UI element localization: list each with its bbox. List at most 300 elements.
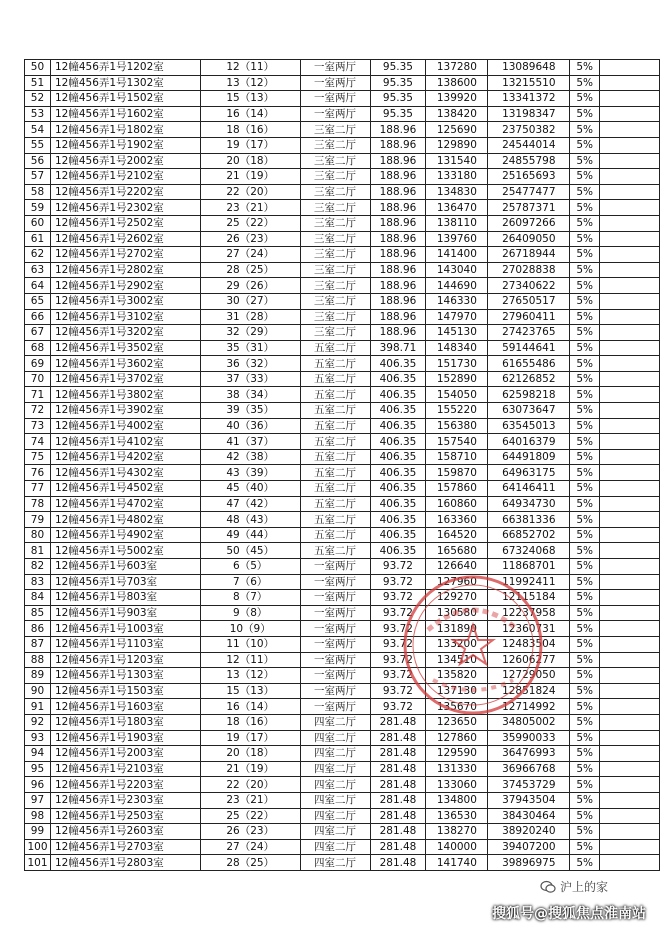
cell-remark: [600, 746, 660, 762]
price-list-table: [24, 59, 660, 871]
cell-layout: 四室二厅: [300, 730, 370, 746]
cell-row-number: 58: [25, 184, 51, 200]
cell-address: 12幢456弄1号603室: [50, 559, 200, 575]
cell-address: 12幢456弄1号5002室: [50, 543, 200, 559]
table-row: [25, 403, 660, 419]
cell-discount: 5%: [570, 590, 600, 606]
cell-unit-price: 123650: [426, 714, 488, 730]
wechat-account-label: [540, 878, 608, 895]
table-row: [25, 481, 660, 497]
cell-layout: 三室二厅: [300, 122, 370, 138]
cell-address: 12幢456弄1号2203室: [50, 777, 200, 793]
cell-discount: 5%: [570, 465, 600, 481]
cell-address: 12幢456弄1号2503室: [50, 808, 200, 824]
cell-total-price: 26097266: [488, 215, 570, 231]
cell-total-price: 13341372: [488, 91, 570, 107]
cell-unit-price: 138420: [426, 106, 488, 122]
cell-layout: 一室两厅: [300, 75, 370, 91]
cell-area: 281.48: [370, 777, 426, 793]
cell-remark: [600, 808, 660, 824]
cell-unit-price: 145130: [426, 325, 488, 341]
cell-floor: 13（12）: [200, 668, 300, 684]
cell-layout: 四室二厅: [300, 714, 370, 730]
cell-layout: 四室二厅: [300, 777, 370, 793]
cell-total-price: 12606277: [488, 652, 570, 668]
cell-unit-price: 134510: [426, 652, 488, 668]
cell-address: 12幢456弄1号1302室: [50, 75, 200, 91]
cell-row-number: 77: [25, 481, 51, 497]
table-row: [25, 808, 660, 824]
cell-row-number: 64: [25, 278, 51, 294]
table-row: [25, 247, 660, 263]
cell-area: 188.96: [370, 137, 426, 153]
cell-discount: 5%: [570, 184, 600, 200]
cell-layout: 一室两厅: [300, 636, 370, 652]
cell-layout: 四室二厅: [300, 746, 370, 762]
cell-unit-price: 129890: [426, 137, 488, 153]
cell-remark: [600, 247, 660, 263]
cell-total-price: 26718944: [488, 247, 570, 263]
cell-area: 406.35: [370, 434, 426, 450]
cell-address: 12幢456弄1号4102室: [50, 434, 200, 450]
cell-floor: 12（11）: [200, 652, 300, 668]
cell-floor: 6（5）: [200, 559, 300, 575]
cell-area: 188.96: [370, 247, 426, 263]
cell-row-number: 95: [25, 761, 51, 777]
cell-floor: 15（13）: [200, 91, 300, 107]
cell-row-number: 53: [25, 106, 51, 122]
cell-floor: 25（22）: [200, 808, 300, 824]
cell-remark: [600, 574, 660, 590]
cell-remark: [600, 590, 660, 606]
cell-remark: [600, 792, 660, 808]
cell-area: 188.96: [370, 262, 426, 278]
table-row: [25, 75, 660, 91]
cell-discount: 5%: [570, 481, 600, 497]
cell-floor: 49（44）: [200, 527, 300, 543]
table-row: [25, 855, 660, 871]
cell-floor: 27（24）: [200, 839, 300, 855]
cell-row-number: 61: [25, 231, 51, 247]
cell-layout: 五室二厅: [300, 527, 370, 543]
cell-discount: 5%: [570, 652, 600, 668]
cell-layout: 五室二厅: [300, 340, 370, 356]
cell-total-price: 36966768: [488, 761, 570, 777]
cell-area: 406.35: [370, 512, 426, 528]
cell-area: 188.96: [370, 169, 426, 185]
cell-floor: 11（10）: [200, 636, 300, 652]
cell-unit-price: 156380: [426, 418, 488, 434]
table-row: [25, 371, 660, 387]
cell-remark: [600, 137, 660, 153]
cell-address: 12幢456弄1号1103室: [50, 636, 200, 652]
cell-total-price: 25787371: [488, 200, 570, 216]
table-row: [25, 839, 660, 855]
cell-row-number: 55: [25, 137, 51, 153]
cell-area: 93.72: [370, 590, 426, 606]
cell-floor: 40（36）: [200, 418, 300, 434]
cell-layout: 四室二厅: [300, 808, 370, 824]
cell-unit-price: 135820: [426, 668, 488, 684]
cell-address: 12幢456弄1号3102室: [50, 309, 200, 325]
cell-remark: [600, 496, 660, 512]
cell-row-number: 91: [25, 699, 51, 715]
cell-total-price: 13089648: [488, 60, 570, 76]
cell-area: 188.96: [370, 153, 426, 169]
table-row: [25, 215, 660, 231]
cell-total-price: 35990033: [488, 730, 570, 746]
table-row: [25, 590, 660, 606]
table-row: [25, 730, 660, 746]
cell-unit-price: 129590: [426, 746, 488, 762]
cell-unit-price: 151730: [426, 356, 488, 372]
cell-total-price: 12237958: [488, 605, 570, 621]
cell-area: 93.72: [370, 621, 426, 637]
cell-floor: 37（33）: [200, 371, 300, 387]
cell-floor: 29（26）: [200, 278, 300, 294]
cell-remark: [600, 340, 660, 356]
cell-row-number: 63: [25, 262, 51, 278]
table-row: [25, 262, 660, 278]
cell-unit-price: 158710: [426, 449, 488, 465]
cell-area: 93.72: [370, 559, 426, 575]
cell-address: 12幢456弄1号1803室: [50, 714, 200, 730]
cell-discount: 5%: [570, 839, 600, 855]
table-row: [25, 106, 660, 122]
cell-address: 12幢456弄1号1903室: [50, 730, 200, 746]
cell-total-price: 38430464: [488, 808, 570, 824]
cell-total-price: 12360731: [488, 621, 570, 637]
cell-remark: [600, 60, 660, 76]
table-row: [25, 699, 660, 715]
cell-layout: 三室二厅: [300, 215, 370, 231]
cell-address: 12幢456弄1号4902室: [50, 527, 200, 543]
cell-address: 12幢456弄1号903室: [50, 605, 200, 621]
cell-address: 12幢456弄1号3702室: [50, 371, 200, 387]
cell-row-number: 100: [25, 839, 51, 855]
cell-row-number: 78: [25, 496, 51, 512]
cell-row-number: 96: [25, 777, 51, 793]
cell-discount: 5%: [570, 309, 600, 325]
table-row: [25, 137, 660, 153]
cell-layout: 五室二厅: [300, 465, 370, 481]
cell-area: 406.35: [370, 465, 426, 481]
cell-remark: [600, 371, 660, 387]
cell-total-price: 64016379: [488, 434, 570, 450]
cell-floor: 43（39）: [200, 465, 300, 481]
cell-remark: [600, 761, 660, 777]
table-row: [25, 60, 660, 76]
cell-area: 281.48: [370, 808, 426, 824]
cell-discount: 5%: [570, 106, 600, 122]
cell-area: 93.72: [370, 574, 426, 590]
cell-area: 406.35: [370, 543, 426, 559]
cell-floor: 23（21）: [200, 200, 300, 216]
cell-floor: 13（12）: [200, 75, 300, 91]
cell-row-number: 89: [25, 668, 51, 684]
cell-layout: 五室二厅: [300, 496, 370, 512]
cell-total-price: 63073647: [488, 403, 570, 419]
cell-total-price: 59144641: [488, 340, 570, 356]
cell-area: 281.48: [370, 746, 426, 762]
table-row: [25, 169, 660, 185]
cell-address: 12幢456弄1号3002室: [50, 293, 200, 309]
cell-discount: 5%: [570, 153, 600, 169]
cell-row-number: 99: [25, 824, 51, 840]
cell-remark: [600, 699, 660, 715]
cell-unit-price: 135670: [426, 699, 488, 715]
table-row: [25, 574, 660, 590]
table-row: [25, 122, 660, 138]
cell-row-number: 93: [25, 730, 51, 746]
cell-unit-price: 131540: [426, 153, 488, 169]
cell-address: 12幢456弄1号2002室: [50, 153, 200, 169]
wechat-account-name: 沪上的家: [560, 880, 609, 894]
cell-row-number: 60: [25, 215, 51, 231]
cell-unit-price: 157540: [426, 434, 488, 450]
cell-area: 281.48: [370, 824, 426, 840]
cell-discount: 5%: [570, 340, 600, 356]
cell-total-price: 11868701: [488, 559, 570, 575]
table-row: [25, 231, 660, 247]
cell-unit-price: 133060: [426, 777, 488, 793]
cell-address: 12幢456弄1号1303室: [50, 668, 200, 684]
table-row: [25, 340, 660, 356]
cell-discount: 5%: [570, 699, 600, 715]
cell-unit-price: 152890: [426, 371, 488, 387]
cell-discount: 5%: [570, 231, 600, 247]
cell-floor: 9（8）: [200, 605, 300, 621]
cell-address: 12幢456弄1号2902室: [50, 278, 200, 294]
cell-unit-price: 131330: [426, 761, 488, 777]
cell-discount: 5%: [570, 434, 600, 450]
cell-floor: 21（19）: [200, 169, 300, 185]
cell-floor: 22（20）: [200, 184, 300, 200]
cell-layout: 一室两厅: [300, 668, 370, 684]
cell-layout: 三室二厅: [300, 278, 370, 294]
cell-unit-price: 139760: [426, 231, 488, 247]
cell-address: 12幢456弄1号803室: [50, 590, 200, 606]
cell-unit-price: 157860: [426, 481, 488, 497]
cell-unit-price: 134800: [426, 792, 488, 808]
cell-row-number: 59: [25, 200, 51, 216]
cell-area: 281.48: [370, 714, 426, 730]
cell-discount: 5%: [570, 574, 600, 590]
cell-discount: 5%: [570, 714, 600, 730]
cell-row-number: 73: [25, 418, 51, 434]
cell-remark: [600, 200, 660, 216]
cell-row-number: 81: [25, 543, 51, 559]
cell-floor: 36（32）: [200, 356, 300, 372]
cell-address: 12幢456弄1号3602室: [50, 356, 200, 372]
table-row: [25, 761, 660, 777]
cell-remark: [600, 559, 660, 575]
table-row: [25, 543, 660, 559]
cell-address: 12幢456弄1号2302室: [50, 200, 200, 216]
cell-total-price: 63545013: [488, 418, 570, 434]
table-row: [25, 746, 660, 762]
cell-floor: 50（45）: [200, 543, 300, 559]
cell-discount: 5%: [570, 215, 600, 231]
cell-address: 12幢456弄1号4302室: [50, 465, 200, 481]
cell-unit-price: 138270: [426, 824, 488, 840]
cell-discount: 5%: [570, 636, 600, 652]
wechat-icon: [540, 879, 556, 895]
cell-layout: 一室两厅: [300, 621, 370, 637]
table-row: [25, 652, 660, 668]
cell-remark: [600, 231, 660, 247]
cell-area: 188.96: [370, 231, 426, 247]
cell-layout: 一室两厅: [300, 559, 370, 575]
cell-discount: 5%: [570, 449, 600, 465]
cell-row-number: 51: [25, 75, 51, 91]
cell-layout: 三室二厅: [300, 153, 370, 169]
cell-area: 188.96: [370, 293, 426, 309]
cell-remark: [600, 106, 660, 122]
cell-address: 12幢456弄1号2802室: [50, 262, 200, 278]
cell-unit-price: 147970: [426, 309, 488, 325]
table-row: [25, 496, 660, 512]
cell-floor: 26（23）: [200, 231, 300, 247]
cell-layout: 一室两厅: [300, 574, 370, 590]
cell-area: 406.35: [370, 527, 426, 543]
table-row: [25, 293, 660, 309]
cell-floor: 45（40）: [200, 481, 300, 497]
cell-row-number: 72: [25, 403, 51, 419]
cell-address: 12幢456弄1号2102室: [50, 169, 200, 185]
cell-unit-price: 140000: [426, 839, 488, 855]
cell-layout: 一室两厅: [300, 60, 370, 76]
cell-layout: 三室二厅: [300, 137, 370, 153]
cell-discount: 5%: [570, 278, 600, 294]
cell-total-price: 62126852: [488, 371, 570, 387]
cell-layout: 四室二厅: [300, 761, 370, 777]
cell-address: 12幢456弄1号1603室: [50, 699, 200, 715]
cell-area: 406.35: [370, 496, 426, 512]
cell-area: 406.35: [370, 387, 426, 403]
cell-remark: [600, 75, 660, 91]
cell-remark: [600, 527, 660, 543]
cell-row-number: 65: [25, 293, 51, 309]
cell-area: 188.96: [370, 184, 426, 200]
cell-layout: 一室两厅: [300, 590, 370, 606]
cell-unit-price: 148340: [426, 340, 488, 356]
cell-area: 281.48: [370, 839, 426, 855]
cell-remark: [600, 652, 660, 668]
cell-address: 12幢456弄1号4002室: [50, 418, 200, 434]
cell-unit-price: 127860: [426, 730, 488, 746]
cell-row-number: 76: [25, 465, 51, 481]
cell-discount: 5%: [570, 777, 600, 793]
cell-discount: 5%: [570, 122, 600, 138]
cell-area: 93.72: [370, 699, 426, 715]
cell-floor: 27（24）: [200, 247, 300, 263]
cell-address: 12幢456弄1号2803室: [50, 855, 200, 871]
cell-total-price: 27960411: [488, 309, 570, 325]
table-row: [25, 184, 660, 200]
table-row: [25, 309, 660, 325]
cell-layout: 四室二厅: [300, 792, 370, 808]
cell-address: 12幢456弄1号1203室: [50, 652, 200, 668]
cell-unit-price: 138600: [426, 75, 488, 91]
cell-area: 188.96: [370, 215, 426, 231]
cell-row-number: 68: [25, 340, 51, 356]
cell-floor: 8（7）: [200, 590, 300, 606]
cell-floor: 12（11）: [200, 60, 300, 76]
cell-layout: 三室二厅: [300, 293, 370, 309]
cell-discount: 5%: [570, 543, 600, 559]
table-row: [25, 153, 660, 169]
cell-floor: 48（43）: [200, 512, 300, 528]
cell-row-number: 70: [25, 371, 51, 387]
cell-address: 12幢456弄1号1202室: [50, 60, 200, 76]
cell-remark: [600, 309, 660, 325]
cell-area: 95.35: [370, 106, 426, 122]
cell-total-price: 27340622: [488, 278, 570, 294]
cell-layout: 一室两厅: [300, 652, 370, 668]
cell-unit-price: 134830: [426, 184, 488, 200]
cell-discount: 5%: [570, 387, 600, 403]
cell-area: 93.72: [370, 683, 426, 699]
cell-layout: 一室两厅: [300, 683, 370, 699]
table-row: [25, 387, 660, 403]
cell-layout: 四室二厅: [300, 824, 370, 840]
cell-remark: [600, 449, 660, 465]
cell-row-number: 90: [25, 683, 51, 699]
cell-floor: 47（42）: [200, 496, 300, 512]
cell-unit-price: 130580: [426, 605, 488, 621]
cell-layout: 三室二厅: [300, 200, 370, 216]
cell-discount: 5%: [570, 356, 600, 372]
cell-remark: [600, 169, 660, 185]
cell-total-price: 23750382: [488, 122, 570, 138]
cell-layout: 五室二厅: [300, 371, 370, 387]
cell-discount: 5%: [570, 855, 600, 871]
table-row: [25, 683, 660, 699]
cell-remark: [600, 418, 660, 434]
cell-floor: 7（6）: [200, 574, 300, 590]
cell-total-price: 11992411: [488, 574, 570, 590]
cell-row-number: 79: [25, 512, 51, 528]
cell-remark: [600, 403, 660, 419]
cell-unit-price: 139920: [426, 91, 488, 107]
cell-total-price: 66852702: [488, 527, 570, 543]
cell-total-price: 12115184: [488, 590, 570, 606]
table-row: [25, 824, 660, 840]
cell-floor: 39（35）: [200, 403, 300, 419]
cell-floor: 20（18）: [200, 153, 300, 169]
cell-remark: [600, 621, 660, 637]
cell-area: 188.96: [370, 309, 426, 325]
cell-layout: 五室二厅: [300, 512, 370, 528]
cell-discount: 5%: [570, 137, 600, 153]
cell-layout: 三室二厅: [300, 247, 370, 263]
cell-remark: [600, 543, 660, 559]
table-row: [25, 278, 660, 294]
cell-total-price: 12729050: [488, 668, 570, 684]
cell-discount: 5%: [570, 418, 600, 434]
cell-row-number: 94: [25, 746, 51, 762]
table-row: [25, 605, 660, 621]
table-row: [25, 465, 660, 481]
cell-layout: 一室两厅: [300, 605, 370, 621]
cell-area: 95.35: [370, 91, 426, 107]
cell-row-number: 98: [25, 808, 51, 824]
cell-floor: 31（28）: [200, 309, 300, 325]
cell-total-price: 64963175: [488, 465, 570, 481]
cell-address: 12幢456弄1号4802室: [50, 512, 200, 528]
cell-unit-price: 163360: [426, 512, 488, 528]
